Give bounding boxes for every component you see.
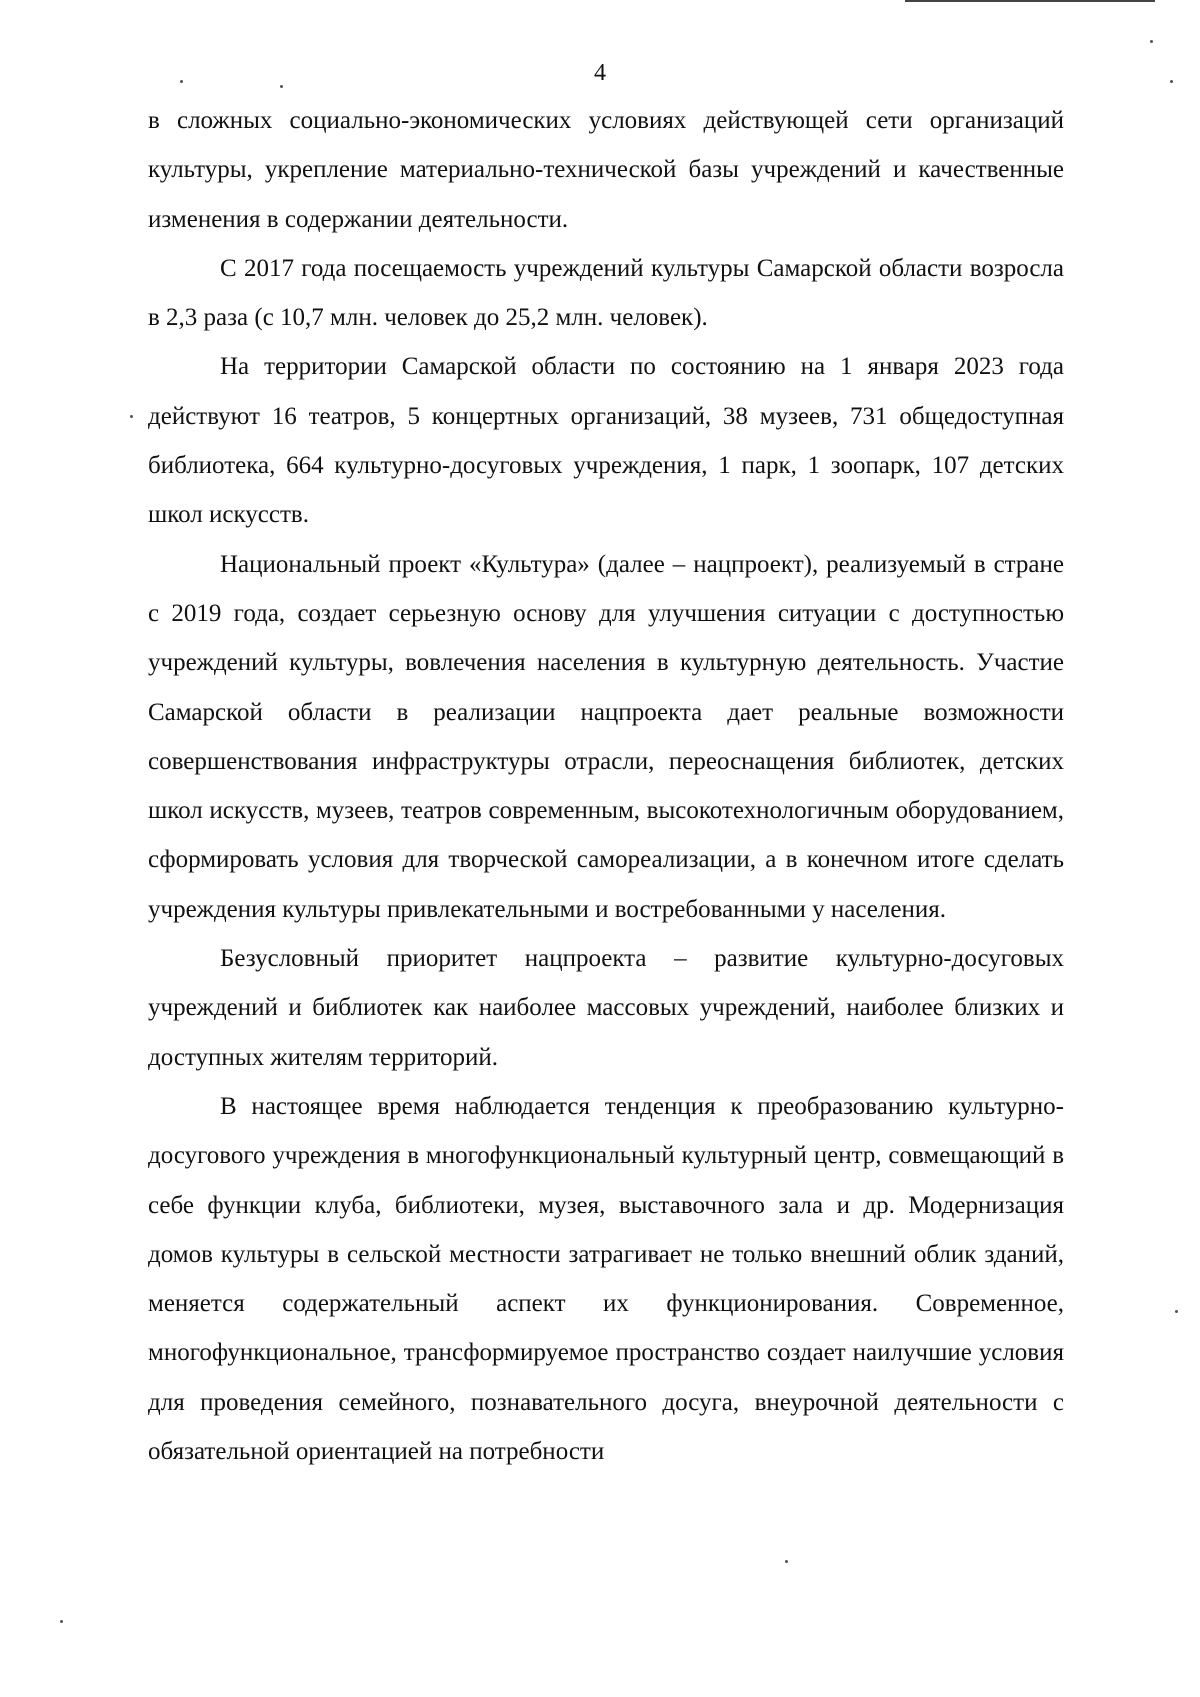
paragraph-priority: Безусловный приоритет нацпроекта – развитие культурно-досуговых учреждений и библиотек как наиболее массовых учреждений, наиболее близких и доступных жителям территорий.: [148, 945, 1064, 1071]
scan-speck: [180, 80, 183, 83]
scan-speck: [60, 1620, 63, 1623]
paragraph-continuation: в сложных социально-экономических условиях действующей сети организаций культуры, укрепление материально-технической базы учреждений и качественные изменения в содержании деятельности.: [148, 107, 1064, 233]
scan-speck: [1150, 40, 1153, 43]
paragraph-institutions: На территории Самарской области по состоянию на 1 января 2023 года действуют 16 театров, 5 концертных организаций, 38 музеев, 731 общедоступная библиотека, 664 культурно-досуговых учреждения, 1 парк, 1 зоопарк, 107 детских школ искусств.: [148, 353, 1064, 529]
page-number: 4: [594, 60, 606, 86]
scan-speck: [1170, 80, 1173, 83]
scan-speck: [1175, 1310, 1178, 1313]
paragraph-attendance: С 2017 года посещаемость учреждений культуры Самарской области возросла в 2,3 раза (с 10,7 млн. человек до 25,2 млн. человек).: [148, 254, 1064, 332]
paragraph-modernization: В настоящее время наблюдается тенденция к преобразованию культурно-досугового учреждения в многофункциональный культурный центр, совмещающий в себе функции клуба, библиотеки, музея, выставочного зала и др. Модернизация домов культуры в сельской местности затрагивает не только внешний облик зданий, меняется содержательный аспект их функционирования. Современное, многофункциональное, трансформируемое пространство создает наилучшие условия для проведения семейного, познавательного досуга, внеурочной деятельности с обязательной ориентацией на потребности: [148, 1092, 1064, 1466]
scan-speck: [785, 1560, 788, 1563]
scan-speck: [280, 85, 283, 88]
scan-edge-line: [905, 0, 1155, 2]
paragraph-national-project: Национальный проект «Культура» (далее – нацпроект), реализуемый в стране с 2019 года, создает серьезную основу для улучшения ситуации с доступностью учреждений культуры, вовлечения населения в культурную деятельность. Участие Самарской области в реализации нацпроекта дает реальные возможности совершенствования инфраструктуры отрасли, переоснащения библиотек, детских школ искусств, музеев, театров современным, высокотехнологичным оборудованием, сформировать условия для творческой самореализации, а в конечном итоге сделать учреждения культуры привлекательными и востребованными у населения.: [148, 550, 1064, 923]
document-body: [148, 96, 1064, 1476]
scan-speck: [130, 415, 133, 418]
